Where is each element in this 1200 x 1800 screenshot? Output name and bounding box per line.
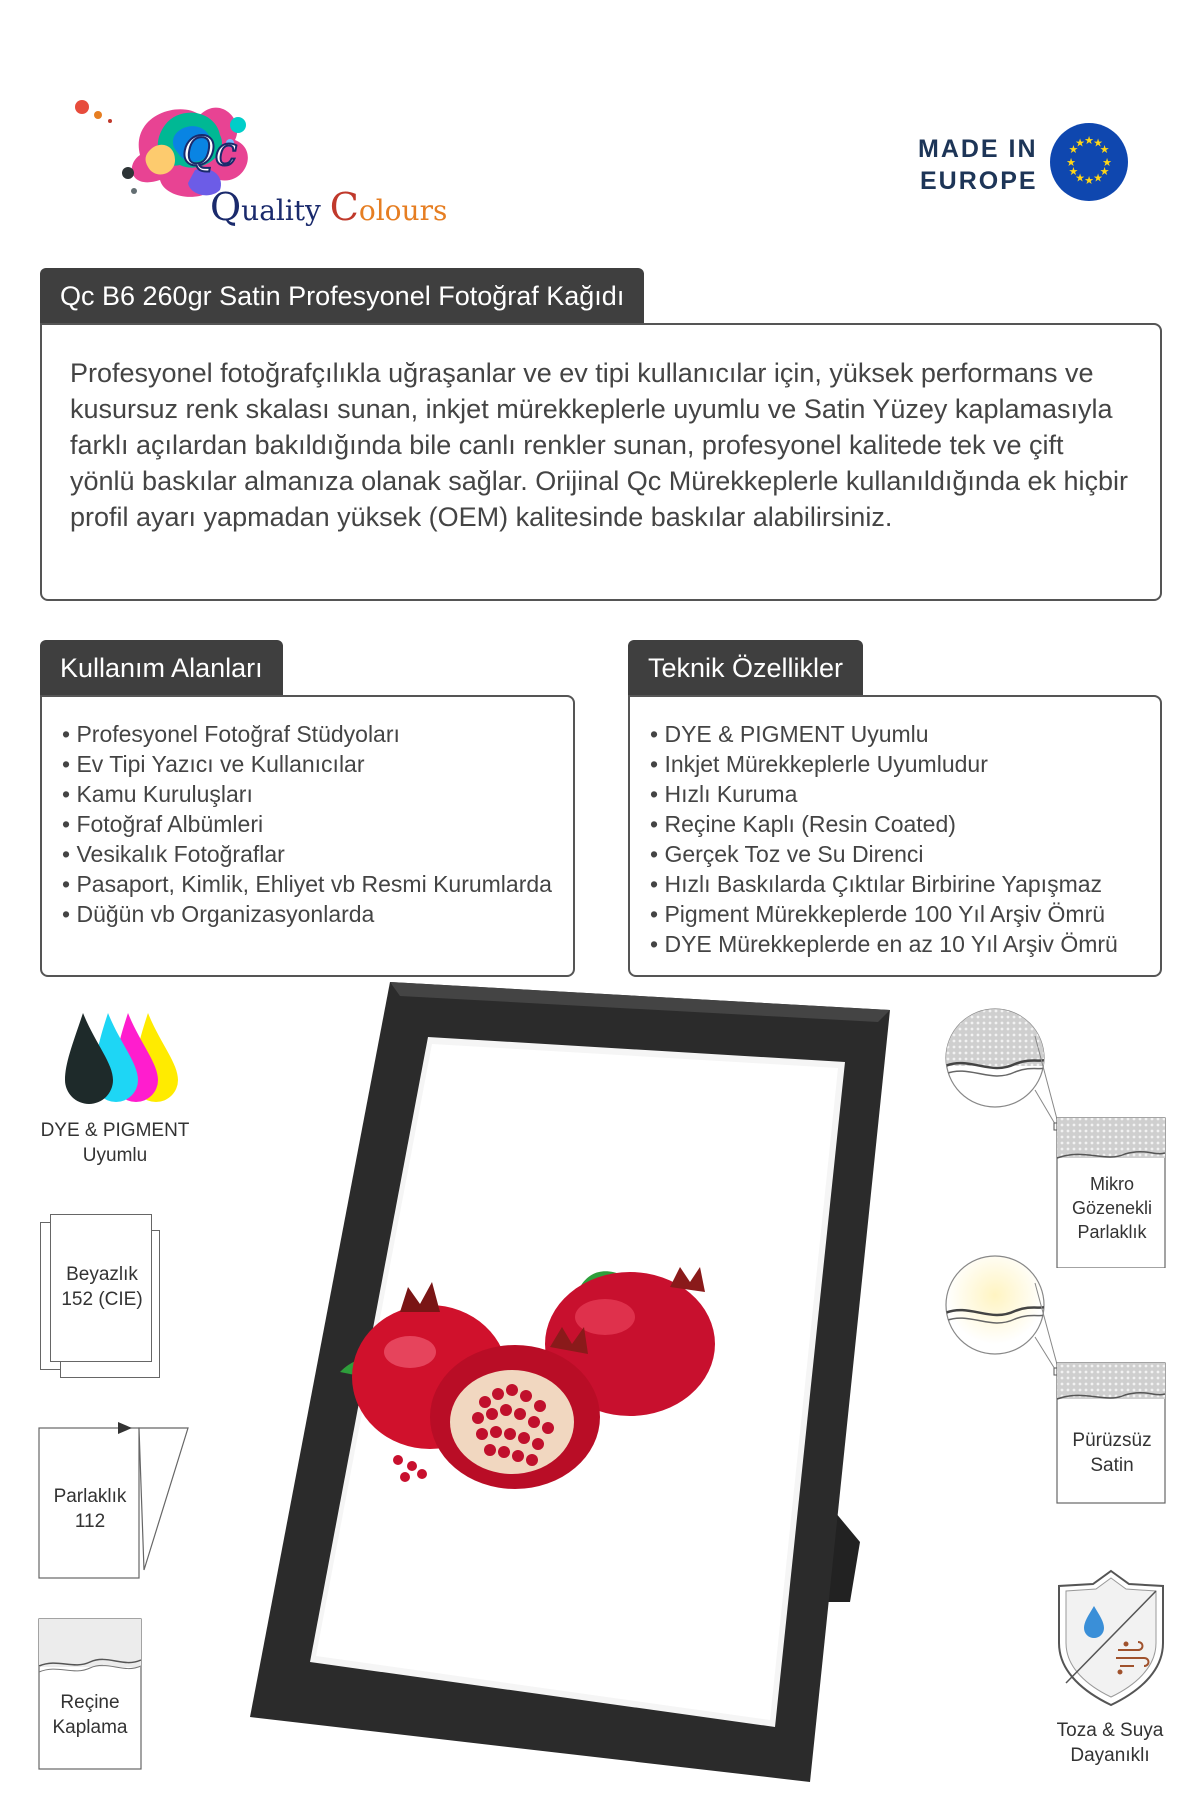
- svg-text:★: ★: [1075, 171, 1085, 185]
- list-item: • Reçine Kaplı (Resin Coated): [650, 809, 1118, 839]
- gloss-label: Parlaklık 112: [53, 1486, 127, 1532]
- svg-text:★: ★: [1075, 136, 1085, 150]
- smooth-satin-label: Pürüzsüz Satin: [1072, 1430, 1152, 1476]
- dust-water-label: Toza & Suya Dayanıklı: [1056, 1720, 1164, 1766]
- list-item: • Hızlı Baskılarda Çıktılar Birbirine Yapışmaz: [650, 869, 1118, 899]
- list-item: • Pigment Mürekkeplerde 100 Yıl Arşiv Ömrü: [650, 899, 1118, 929]
- ink-drops-icon: [48, 1008, 188, 1108]
- list-item: • Inkjet Mürekkeplerle Uyumludur: [650, 749, 1118, 779]
- tech-heading: Teknik Özellikler: [628, 640, 863, 696]
- svg-text:★: ★: [1068, 165, 1079, 178]
- list-item: • Fotoğraf Albümleri: [62, 809, 552, 839]
- usage-heading: Kullanım Alanları: [40, 640, 283, 696]
- description-box: [40, 323, 1162, 601]
- svg-text:★: ★: [1093, 136, 1103, 150]
- list-item: • Profesyonel Fotoğraf Stüdyoları: [62, 719, 552, 749]
- tech-box: [628, 695, 1162, 977]
- resin-label: Reçine Kaplama: [52, 1692, 128, 1738]
- product-description: Profesyonel fotoğrafçılıkla uğraşanlar ve ev tipi kullanıcılar için, yüksek performans ve kusursuz renk skalası sunan, inkjet mürekkeplerle uyumlu ve Satin Yüzey kaplamasıyla farklı açılardan bakıldığında bile canlı renkler sunan, profesyonel kalitede tek ve çift yönlü baskılar almanıza olanak sağlar. Orijinal Qc Mürekkeplerle kullanıldığında ek hiçbir profil ayarı yapmadan yüksek (OEM) kalitesinde baskılar alabilirsiniz.: [70, 358, 1129, 532]
- list-item: • DYE & PIGMENT Uyumlu: [650, 719, 1118, 749]
- photo-frame-image: [250, 982, 910, 1782]
- list-item: • Vesikalık Fotoğraflar: [62, 839, 552, 869]
- made-in-europe-label: MADE IN EUROPE: [918, 135, 1038, 195]
- svg-text:★: ★: [1093, 171, 1103, 185]
- list-item: • Pasaport, Kimlik, Ehliyet vb Resmi Kurumlarda: [62, 869, 552, 899]
- svg-text:★: ★: [1068, 143, 1079, 156]
- dust-water-shield-icon: [1056, 1568, 1166, 1708]
- usage-box: [40, 695, 575, 977]
- logo-letters: Qc: [182, 129, 238, 175]
- svg-text:★: ★: [1099, 165, 1110, 178]
- svg-text:★: ★: [1084, 134, 1094, 147]
- whiteness-label: Beyazlık 152 (CIE): [61, 1264, 143, 1310]
- list-item: • Düğün vb Organizasyonlarda: [62, 899, 552, 929]
- svg-text:★: ★: [1102, 156, 1112, 169]
- usage-list: [62, 719, 552, 929]
- list-item: • Ev Tipi Yazıcı ve Kullanıcılar: [62, 749, 552, 779]
- list-item: • DYE Mürekkeplerde en az 10 Yıl Arşiv Ömrü: [650, 929, 1118, 959]
- eu-flag-icon: [1050, 123, 1128, 201]
- brand-name: Quality Colours: [210, 185, 448, 229]
- svg-text:★: ★: [1084, 174, 1094, 187]
- svg-text:★: ★: [1066, 156, 1076, 169]
- dye-pigment-label: DYE & PIGMENT Uyumlu: [40, 1120, 190, 1166]
- list-item: • Kamu Kuruluşları: [62, 779, 552, 809]
- product-title: Qc B6 260gr Satin Profesyonel Fotoğraf Kağıdı: [40, 268, 644, 324]
- micro-porous-label: Mikro Gözenekli Parlaklık: [1071, 1174, 1153, 1242]
- tech-list: [650, 719, 1118, 959]
- svg-text:★: ★: [1099, 143, 1110, 156]
- list-item: • Gerçek Toz ve Su Direnci: [650, 839, 1118, 869]
- list-item: • Hızlı Kuruma: [650, 779, 1118, 809]
